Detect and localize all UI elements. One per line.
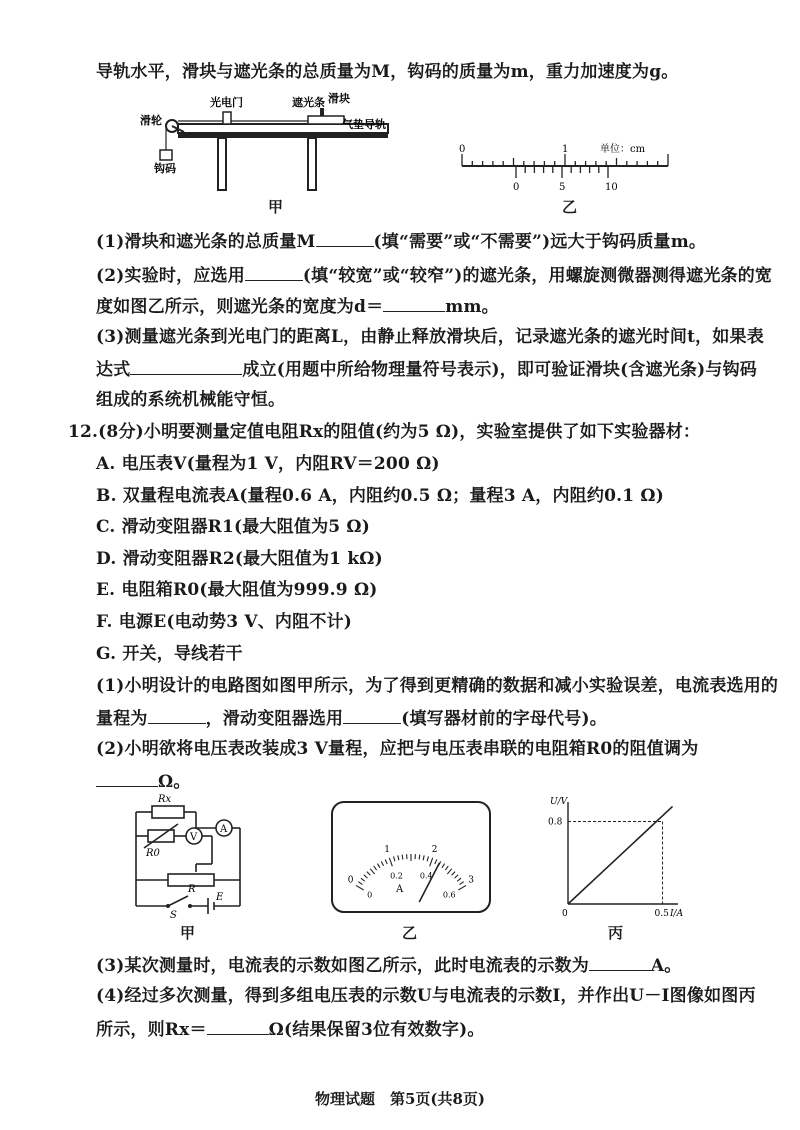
q12-part2: (2)小明欲将电压表改装成3 V量程，应把与电压表串联的电阻箱R0的阻值调为 (96, 739, 699, 759)
vernier-scale-label: 5 (559, 182, 566, 193)
fig-circuit-caption: 甲 (180, 924, 196, 942)
q12-part1-cont: 量程为 ，滑动变阻器选用 (填写器材前的字母代号)。 (96, 705, 607, 731)
q12-item-a: A. 电压表V(量程为1 V，内阻RV＝200 Ω) (96, 454, 440, 474)
dial-outer-label: 0 (347, 875, 354, 886)
q12-part2-cont: Ω。 (96, 768, 191, 794)
scale-unit-label: 单位：cm (600, 144, 646, 155)
main-scale-label: 1 (562, 144, 569, 155)
dial-outer-label: 1 (384, 845, 391, 856)
intro-text: 导轨水平，滑块与遮光条的总质量为M，钩码的质量为m，重力加速度为g。 (96, 62, 679, 82)
gate-label: 光电门 (210, 96, 243, 109)
dial-tick (419, 855, 420, 860)
ammeter-dial-figure (330, 800, 492, 914)
voltmeter-label: V (190, 832, 198, 843)
q11-part2-cont: 度如图乙所示，则遮光条的宽度为d＝ mm。 (96, 293, 499, 319)
y-axis-label: U/V (550, 797, 568, 807)
q12-item-g: G. 开关，导线若干 (96, 644, 243, 664)
dial-inner-label: 0.6 (442, 890, 456, 900)
ui-graph-figure (540, 794, 690, 918)
emf-label: E (216, 892, 224, 903)
dial-inner-label: 0 (367, 890, 373, 900)
q12-part3: (3)某次测量时，电流表的示数如图乙所示，此时电流表的示数为 A。 (96, 952, 682, 978)
slider-label: 滑块 (328, 92, 350, 105)
strip-label: 遮光条 (292, 96, 325, 109)
q12-part4: (4)经过多次测量，得到多组电压表的示数U与电流表的示数I，并作出U－I图像如图丙 (96, 986, 756, 1006)
fig-graph-caption: 丙 (608, 924, 624, 942)
x-tick-label: 0 (562, 909, 568, 918)
q12-item-c: C. 滑动变阻器R1(最大阻值为5 Ω) (96, 517, 370, 537)
answer-blank-q12-2[interactable] (343, 705, 401, 724)
dial-outer-label: 2 (431, 845, 438, 856)
q12-item-f: F. 电源E(电动势3 V、内阻不计) (96, 612, 352, 632)
vernier-scale-label: 10 (605, 182, 618, 193)
answer-blank-q12-5[interactable] (207, 1016, 269, 1035)
fig-jia-caption: 甲 (268, 198, 284, 216)
answer-blank-q12-4[interactable] (589, 952, 651, 971)
answer-blank-q11-4[interactable] (130, 356, 242, 375)
q11-part2: (2)实验时，应选用 (填“较宽”或“较窄”)的遮光条，用螺旋测微器测得遮光条的宽 (96, 262, 772, 288)
q11-part3: (3)测量遮光条到光电门的距离L，由静止释放滑块后，记录遮光条的遮光时间t，如果表 (96, 327, 764, 347)
q12-item-d: D. 滑动变阻器R2(最大阻值为1 kΩ) (96, 549, 383, 569)
page-footer: 物理试题 第5页(共8页) (314, 1090, 486, 1108)
dial-inner-label: 0.4 (419, 871, 433, 881)
answer-blank-q11-2[interactable] (245, 262, 303, 281)
circuit-figure (124, 790, 254, 920)
vernier-scale-figure (450, 140, 680, 198)
x-axis-label: I/A (670, 909, 684, 918)
q11-part3-cont: 达式 成立(用题中所给物理量符号表示)，即可验证滑块(含遮光条)与钩码 (96, 356, 757, 382)
track-label: 气垫导轨 (342, 118, 386, 131)
answer-blank-q11-3[interactable] (383, 293, 445, 312)
main-scale-label: 0 (459, 144, 466, 155)
dial-tick (402, 855, 403, 860)
fig-ammeter-caption: 乙 (402, 924, 418, 942)
y-tick-label: 0.8 (548, 817, 563, 828)
q12-item-b: B. 双量程电流表A(量程0.6 A，内阻约0.5 Ω；量程3 A，内阻约0.1 Ω) (96, 486, 664, 506)
fig-yi-caption: 乙 (562, 198, 578, 216)
vernier-scale-label: 0 (513, 182, 520, 193)
weight-label: 钩码 (154, 162, 176, 175)
q12-item-e: E. 电阻箱R0(最大阻值为999.9 Ω) (96, 580, 378, 600)
answer-blank-q12-1[interactable] (148, 705, 206, 724)
q12-part1: (1)小明设计的电路图如图甲所示，为了得到更精确的数据和减小实验误差，电流表选用的 (96, 676, 779, 696)
air-track-figure (140, 92, 410, 202)
x-tick-label: 0.5 (654, 909, 669, 918)
answer-blank-q12-3[interactable] (96, 768, 158, 787)
r0-label: R0 (146, 848, 160, 859)
dial-outer-label: 3 (468, 875, 474, 886)
rx-label: Rx (158, 794, 172, 805)
q12-part4-cont: 所示，则Rx＝ Ω(结果保留3位有效数字)。 (96, 1016, 485, 1042)
dial-inner-label: 0.2 (390, 871, 403, 881)
dial-unit-label: A (396, 884, 404, 895)
answer-blank-q11-1[interactable] (316, 228, 374, 247)
q11-part1: (1)滑块和遮光条的总质量M (填“需要”或“不需要”)远大于钩码质量m。 (96, 228, 706, 254)
ammeter-label: A (220, 824, 228, 835)
q12-stem: 12.(8分)小明要测量定值电阻Rx的阻值(约为5 Ω)，实验室提供了如下实验器材： (68, 422, 701, 442)
rheostat-label: R (188, 884, 196, 895)
switch-label: S (170, 910, 177, 920)
pulley-label: 滑轮 (140, 114, 162, 127)
q11-part3-end: 组成的系统机械能守恒。 (96, 390, 286, 410)
